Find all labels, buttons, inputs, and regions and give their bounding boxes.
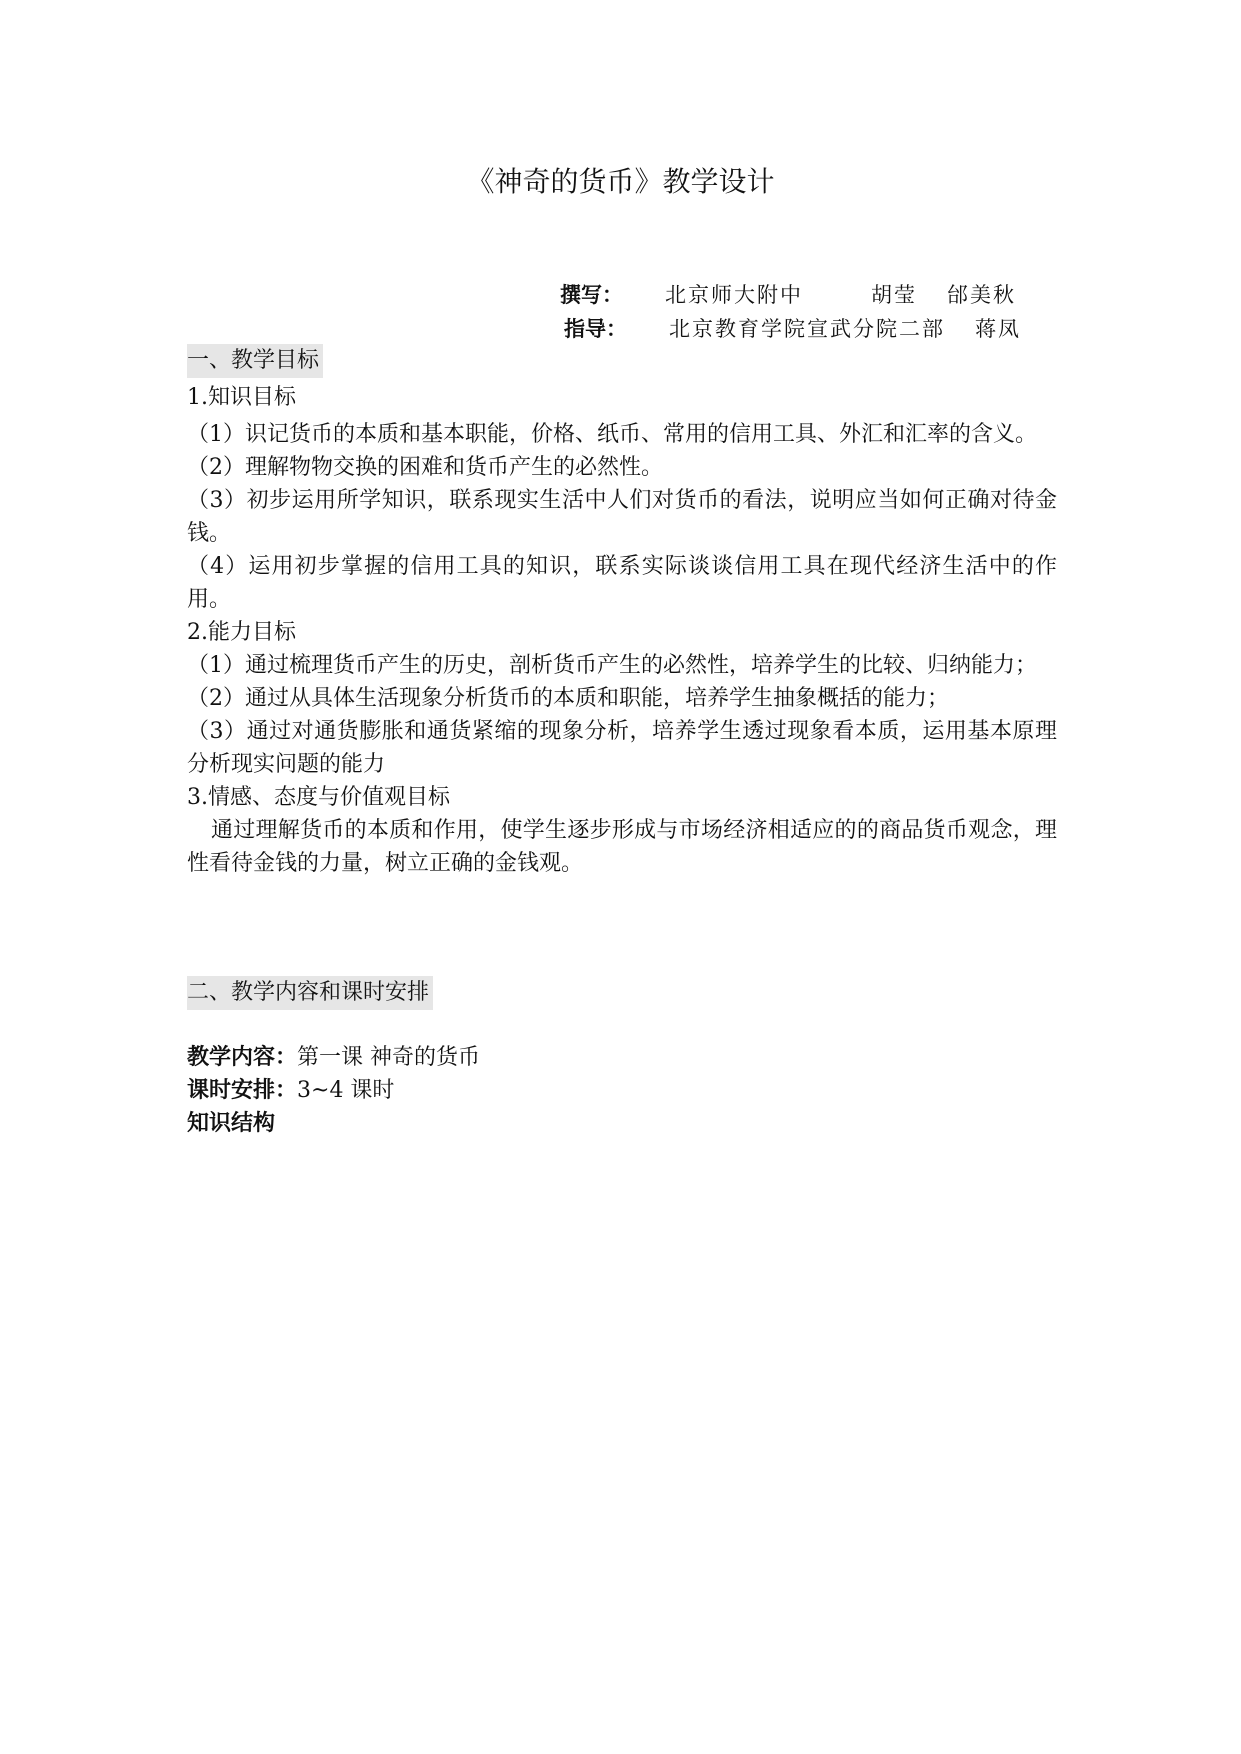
emotion-text: 通过理解货币的本质和作用，使学生逐步形成与市场经济相适应的的商品货币观念，理性看待金钱的力量，树立正确的金钱观。 bbox=[187, 818, 1057, 876]
content-row bbox=[187, 1041, 480, 1074]
subheading-emotion: 3.情感、态度与价值观目标 bbox=[187, 785, 450, 810]
ability-item-2: （2）通过从具体生活现象分析货币的本质和职能，培养学生抽象概括的能力； bbox=[187, 686, 949, 711]
knowledge-item-2: （2）理解物物交换的困难和货币产生的必然性。 bbox=[187, 455, 663, 480]
author-line bbox=[560, 280, 1016, 310]
schedule-row bbox=[187, 1074, 480, 1107]
ability-item-3: （3）通过对通货膨胀和通货紧缩的现象分析，培养学生透过现象看本质，运用基本原理分析现实问题的能力 bbox=[187, 719, 1057, 777]
content-value: 第一课 神奇的货币 bbox=[297, 1045, 481, 1070]
section-content-schedule bbox=[187, 976, 1057, 1010]
advisor-name: 蒋凤 bbox=[975, 317, 1021, 341]
author-name-2: 邰美秋 bbox=[947, 283, 1016, 307]
schedule-label: 课时安排： bbox=[187, 1078, 298, 1103]
knowledge-item-4: （4）运用初步掌握的信用工具的知识，联系实际谈谈信用工具在现代经济生活中的作用。 bbox=[187, 554, 1057, 612]
structure-label: 知识结构 bbox=[187, 1111, 276, 1136]
knowledge-item-1: （1）识记货币的本质和基本职能，价格、纸币、常用的信用工具、外汇和汇率的含义。 bbox=[187, 422, 1037, 447]
structure-row bbox=[187, 1107, 480, 1140]
subheading-knowledge: 1.知识目标 bbox=[187, 385, 296, 410]
content-label: 教学内容： bbox=[187, 1045, 298, 1070]
author-label: 撰写： bbox=[560, 283, 623, 307]
section-heading-content: 二、教学内容和课时安排 bbox=[187, 976, 433, 1010]
page-title: 《神奇的货币》教学设计 bbox=[466, 165, 775, 198]
subheading-ability: 2.能力目标 bbox=[187, 620, 296, 645]
author-name-1: 胡莹 bbox=[871, 283, 917, 307]
schedule-value: 3~4 课时 bbox=[297, 1078, 395, 1103]
section-heading-goals: 一、教学目标 bbox=[187, 344, 323, 378]
author-school: 北京师大附中 bbox=[665, 283, 803, 307]
section-teaching-goals bbox=[187, 344, 1057, 880]
advisor-org: 北京教育学院宣武分院二部 bbox=[669, 317, 945, 341]
knowledge-item-3: （3）初步运用所学知识，联系现实生活中人们对货币的看法，说明应当如何正确对待金钱。 bbox=[187, 488, 1057, 546]
ability-item-1: （1）通过梳理货币产生的历史，剖析货币产生的必然性，培养学生的比较、归纳能力； bbox=[187, 653, 1037, 678]
advisor-line bbox=[564, 314, 1021, 344]
lesson-info bbox=[187, 1041, 480, 1140]
advisor-label: 指导： bbox=[564, 317, 627, 341]
